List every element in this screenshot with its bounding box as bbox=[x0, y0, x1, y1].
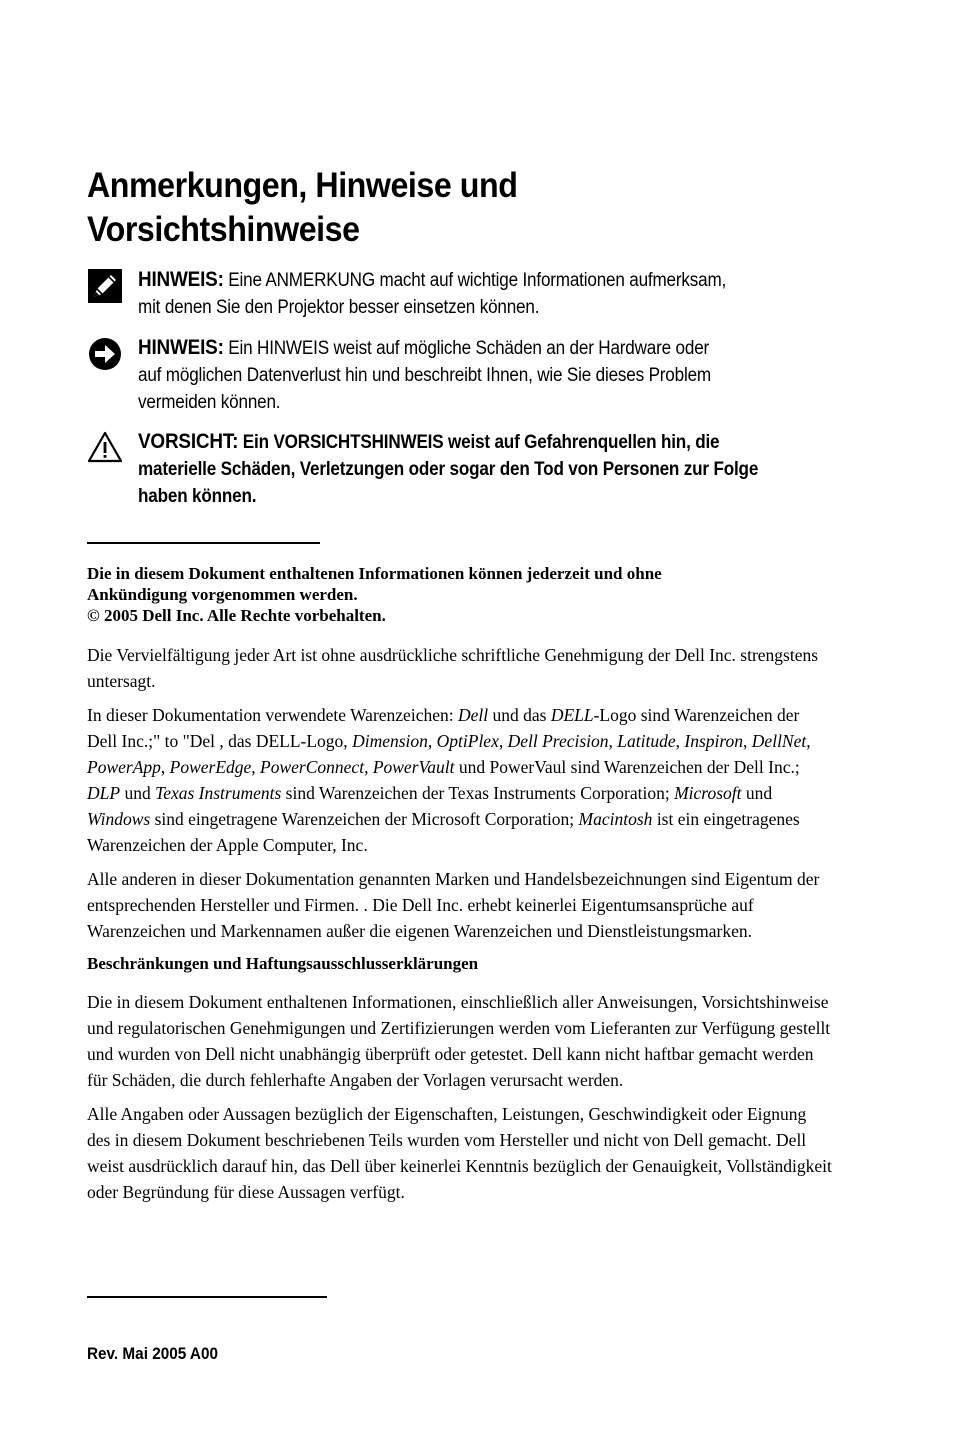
page-title bbox=[87, 164, 786, 252]
page-title-line2: Vorsichtshinweise bbox=[87, 210, 360, 249]
pencil-note-icon bbox=[87, 268, 123, 304]
legal-notice bbox=[87, 563, 832, 626]
note-text-line1: Eine ANMERKUNG macht auf wichtige Informationen aufmerksam, bbox=[223, 270, 727, 291]
note-text-line1: Ein HINWEIS weist auf mögliche Schäden an der Hardware oder bbox=[223, 338, 710, 359]
copyright-text: © 2005 Dell Inc. Alle Rechte vorbehalten. bbox=[87, 606, 386, 625]
warning-triangle-icon bbox=[87, 430, 123, 466]
disclaimer-paragraph-1: Die in diesem Dokument enthaltenen Informationen, einschließlich aller Anweisungen, Vorsichtshinweise und regulatorischen Genehmigungen und Zertifizierungen werden vom Lieferanten zur Verfügung gestellt und wurden von Dell nicht unabhängig überprüft oder getestet. Dell kann nicht haftbar gemacht werden für Schäden, die durch fehlerhafte Angaben der Vorlagen verursacht werden. bbox=[87, 992, 831, 1090]
note-text-line3: haben können. bbox=[138, 486, 257, 507]
note-label: HINWEIS: bbox=[138, 336, 224, 359]
note-text-line2: auf möglichen Datenverlust hin und beschreibt Ihnen, wie Sie dieses Problem bbox=[138, 365, 711, 386]
disclaimer-heading: Beschränkungen und Haftungsausschlusserklärungen bbox=[87, 954, 479, 973]
divider-bottom bbox=[87, 1296, 327, 1298]
disclaimer-paragraph-2: Alle Angaben oder Aussagen bezüglich der Eigenschaften, Leistungen, Geschwindigkeit oder Eignung des in diesem Dokument beschriebenen Teils wurden vom Hersteller und nicht von Dell gemacht. Dell weist ausdrücklich darauf hin, das Dell über keinerlei Kenntnis bezüglich der Genauigkeit, Vollständigkeit oder Begründung für diese Aussagen verfügt. bbox=[87, 1104, 832, 1202]
note-text-line3: vermeiden können. bbox=[138, 392, 281, 413]
note-text-line2: materielle Schäden, Verletzungen oder sogar den Tod von Personen zur Folge bbox=[138, 459, 759, 480]
trademark-paragraph: In dieser Dokumentation verwendete Warenzeichen: Dell und das DELL-Logo sind Warenzeichen der Dell Inc.;" to "Del , das DELL-Logo, Dimension, OptiPlex, Dell Precision, Latitude, Inspiron, DellNet, PowerApp, PowerEdge, PowerConnect, PowerVault und PowerVaul sind Warenzeichen der Dell Inc.; DLP und Texas Instruments sind Warenzeichen der Texas Instruments Corporation; Microsoft und Windows sind eingetragene Warenzeichen der Microsoft Corporation; Macintosh ist ein eingetragenes Warenzeichen der Apple Computer, Inc. bbox=[87, 705, 811, 855]
note-label: HINWEIS: bbox=[138, 268, 224, 291]
note-text-line1: Ein VORSICHTSHINWEIS weist auf Gefahrenquellen hin, die bbox=[238, 432, 720, 453]
arrow-right-circle-icon bbox=[87, 336, 123, 372]
legal-section bbox=[87, 563, 832, 1205]
legal-notice-line2: Ankündigung vorgenommen werden. bbox=[87, 585, 358, 604]
note-label: VORSICHT: bbox=[138, 430, 239, 453]
divider-top bbox=[87, 542, 320, 544]
other-marks-paragraph: Alle anderen in dieser Dokumentation genannten Marken und Handelsbezeichnungen sind Eigentum der entsprechenden Hersteller und Firmen. . Die Dell Inc. erhebt keinerlei Eigentumsansprüche auf Warenzeichen und Markennamen außer die eigenen Warenzeichen und Dienstleistungsmarken. bbox=[87, 869, 820, 941]
revision-info: Rev. Mai 2005 A00 bbox=[87, 1344, 218, 1363]
note-text-line2: mit denen Sie den Projektor besser einsetzen können. bbox=[138, 297, 540, 318]
legal-notice-line1: Die in diesem Dokument enthaltenen Informationen können jederzeit und ohne bbox=[87, 564, 662, 583]
page-title-line1: Anmerkungen, Hinweise und bbox=[87, 166, 518, 205]
reproduction-paragraph: Die Vervielfältigung jeder Art ist ohne ausdrückliche schriftliche Genehmigung der Dell Inc. strengstens untersagt. bbox=[87, 645, 819, 691]
